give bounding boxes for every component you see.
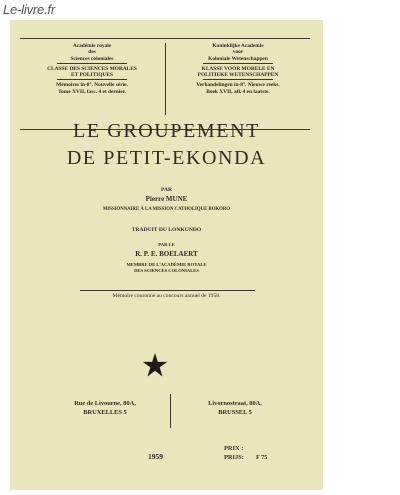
address-nl [175, 400, 295, 417]
address-nl-street: Livornostraat, 80A, [208, 400, 262, 407]
academy-sciences-fr: Sciences coloniales [70, 55, 114, 62]
star-icon [142, 352, 168, 378]
translator-role-1: MEMBRE DE L'ACADÉMIE ROYALE [126, 262, 207, 267]
academy-name-fr: Académie royale [72, 43, 112, 49]
right-divider-2 [203, 79, 273, 80]
book-title-line-2: DE PETIT-EKONDA [66, 147, 267, 169]
publication-year: 1959 [148, 452, 163, 461]
address-nl-city: BRUSSEL 5 [218, 408, 252, 416]
translator-name: R. P. E. BOELAERT [135, 250, 198, 258]
right-divider [203, 63, 273, 64]
header-vertical-rule [165, 43, 166, 115]
academy-sciences-nl: Koloniale Wetenschappen [208, 55, 268, 62]
academy-des: des [88, 49, 96, 56]
price-block [224, 444, 268, 462]
academy-name-nl: Koninklijke Academie [212, 43, 264, 49]
book-cover [10, 20, 323, 490]
address-fr-city: BRUXELLES 5 [83, 408, 127, 416]
translator-by-label: PAR LE [158, 242, 175, 247]
watermark: Le-livre.fr [3, 2, 55, 17]
header-right-column [168, 43, 308, 95]
header-block [20, 38, 310, 130]
address-fr-street: Rue de Livourne, 80A, [74, 400, 136, 407]
price-value: F 75 [256, 454, 268, 461]
class-name-nl: KLASSE VOOR MORELE EN [201, 65, 275, 72]
price-label-nl: PRIJS: [224, 454, 244, 461]
price-label-fr: PRIX : [224, 445, 244, 452]
class-name-fr: CLASSE DES SCIENCES MORALES [47, 65, 137, 72]
author-role: MISSIONNAIRE À LA MISSION CATHOLIQUE BOKORO [102, 207, 231, 212]
series-fr: Mémoires in-8°. Nouvelle série. [56, 82, 128, 89]
header-left-column [22, 43, 162, 95]
award-mention: Mémoire couronné au concours annuel de 1958. [112, 293, 221, 299]
series-nl: Verhandelingen in-8°. Nieuwe reeks. [196, 82, 280, 89]
volume-fr: Tome XVII, fasc. 4 et dernier. [58, 88, 126, 95]
academy-voor: voor [232, 49, 244, 56]
left-divider-2 [57, 79, 127, 80]
left-divider [57, 63, 127, 64]
book-title-line-1: LE GROUPEMENT [73, 120, 260, 142]
translated-label: TRADUIT DU LONKUNDO [131, 227, 202, 233]
translator-role-2: DES SCIENCES COLONIALES [134, 268, 199, 273]
class-name-fr-2: ET POLITIQUES [71, 72, 113, 79]
address-fr [45, 400, 165, 417]
by-label: PAR [160, 187, 173, 193]
mention-rule [80, 290, 255, 291]
class-name-nl-2: POLITIEKE WETENSCHAPPEN [197, 72, 279, 79]
address-vertical-rule [170, 394, 171, 428]
author-name: Pierre MUNE [145, 195, 188, 203]
volume-nl: Boek XVII, afl. 4 en laatste. [206, 88, 270, 95]
